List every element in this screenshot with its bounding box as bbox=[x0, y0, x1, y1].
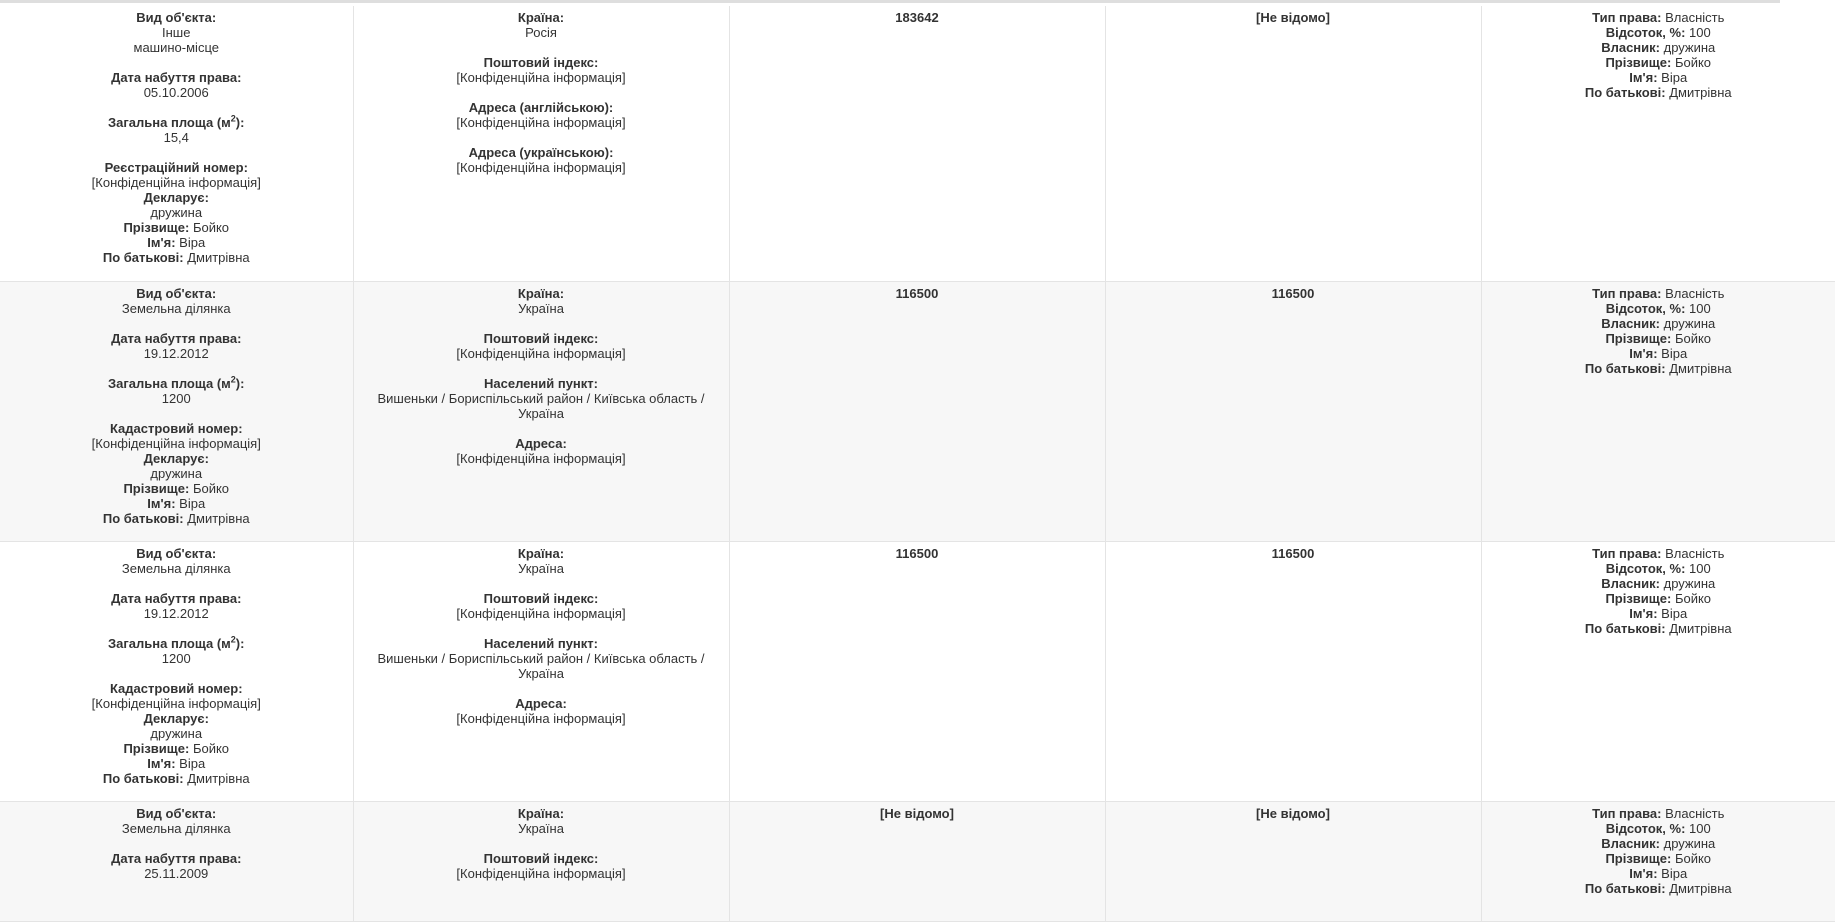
postal-index-value: [Конфіденційна інформація] bbox=[456, 605, 626, 621]
object-type-value: Інше bbox=[162, 25, 191, 40]
owner-surname-line: Прізвище: Бойко bbox=[1605, 590, 1712, 606]
real-estate-table bbox=[0, 6, 1835, 922]
cadastral-number-value: [Конфіденційна інформація] bbox=[91, 435, 261, 451]
owner-line: Власник: дружина bbox=[1601, 835, 1716, 851]
owner-line: Власник: дружина bbox=[1601, 575, 1716, 591]
cadastral-number-label: Кадастровий номер: bbox=[109, 680, 243, 696]
share-line: Відсоток, %: 100 bbox=[1605, 560, 1711, 576]
settlement-value: Вишеньки / Бориспільський район / Київська область / bbox=[377, 390, 705, 406]
object-type-label: Вид об'єкта: bbox=[136, 545, 217, 561]
object-type-value: Земельна ділянка bbox=[121, 820, 231, 836]
country-label: Країна: bbox=[517, 10, 565, 25]
right-type-line: Тип права: Власність bbox=[1592, 285, 1725, 301]
acquired-date-value: 19.12.2012 bbox=[143, 345, 209, 361]
settlement-value: Вишеньки / Бориспільський район / Київська область / bbox=[377, 650, 705, 666]
declarant-label: Декларує: bbox=[143, 450, 209, 466]
cadastral-number-value: [Конфіденційна інформація] bbox=[91, 695, 261, 711]
address-value: [Конфіденційна інформація] bbox=[456, 710, 626, 726]
rights-cell bbox=[1481, 281, 1835, 541]
postal-index-value: [Конфіденційна інформація] bbox=[456, 865, 626, 881]
owner-name-line: Ім'я: Віра bbox=[1629, 605, 1688, 621]
surname-line: Прізвище: Бойко bbox=[123, 480, 230, 496]
object-type-value: Земельна ділянка bbox=[121, 560, 231, 576]
right-type-line: Тип права: Власність bbox=[1592, 10, 1725, 25]
area-value: 1200 bbox=[161, 650, 191, 666]
address-label: Адреса: bbox=[515, 695, 567, 711]
right-type-line: Тип права: Власність bbox=[1592, 805, 1725, 821]
country-value: Україна bbox=[518, 820, 564, 836]
share-line: Відсоток, %: 100 bbox=[1605, 25, 1711, 40]
postal-index-label: Поштовий індекс: bbox=[483, 850, 599, 866]
postal-index-label: Поштовий індекс: bbox=[483, 55, 599, 70]
declarant-label: Декларує: bbox=[143, 190, 209, 205]
acquired-date-value: 19.12.2012 bbox=[143, 605, 209, 621]
acquired-date-label: Дата набуття права: bbox=[111, 70, 242, 85]
postal-index-value: [Конфіденційна інформація] bbox=[456, 345, 626, 361]
settlement-value-country: Україна bbox=[518, 405, 564, 421]
value-cell-1 bbox=[729, 281, 1105, 541]
top-divider-bar bbox=[0, 0, 1780, 3]
settlement-value-country: Україна bbox=[518, 665, 564, 681]
address-label: Адреса: bbox=[515, 435, 567, 451]
object-type-detail: машино-місце bbox=[133, 40, 219, 55]
name-line: Ім'я: Віра bbox=[147, 495, 206, 511]
reg-number-value: [Конфіденційна інформація] bbox=[91, 175, 261, 190]
postal-index-label: Поштовий індекс: bbox=[483, 590, 599, 606]
value-2: 116500 bbox=[1271, 285, 1315, 301]
object-cell bbox=[0, 801, 353, 921]
country-value: Україна bbox=[518, 560, 564, 576]
reg-number-label: Реєстраційний номер: bbox=[104, 160, 248, 175]
address-ua-label: Адреса (українською): bbox=[468, 145, 614, 160]
settlement-label: Населений пункт: bbox=[484, 375, 598, 391]
patronymic-line: По батькові: Дмитрівна bbox=[102, 510, 250, 526]
location-cell bbox=[353, 541, 729, 801]
patronymic-line: По батькові: Дмитрівна bbox=[102, 250, 250, 265]
owner-patronymic-line: По батькові: Дмитрівна bbox=[1584, 880, 1732, 896]
acquired-date-label: Дата набуття права: bbox=[111, 330, 242, 346]
object-type-value: Земельна ділянка bbox=[121, 300, 231, 316]
owner-name-line: Ім'я: Віра bbox=[1629, 70, 1688, 85]
area-label: Загальна площа $(м^2)$: bbox=[108, 634, 245, 651]
name-line: Ім'я: Віра bbox=[147, 755, 206, 771]
table-row bbox=[0, 541, 1835, 801]
country-value: Росія bbox=[525, 25, 557, 40]
object-cell bbox=[0, 541, 353, 801]
acquired-date-value: 25.11.2009 bbox=[144, 865, 209, 881]
location-cell bbox=[353, 801, 729, 921]
value-cell-1 bbox=[729, 541, 1105, 801]
name-line: Ім'я: Віра bbox=[147, 235, 206, 250]
object-cell bbox=[0, 281, 353, 541]
area-value: 1200 bbox=[161, 390, 191, 406]
area-label: Загальна площа $(м^2)$: bbox=[108, 113, 245, 130]
declarant-value: дружина bbox=[150, 205, 203, 220]
value-1: 116500 bbox=[895, 285, 939, 301]
value-cell-1 bbox=[729, 6, 1105, 281]
settlement-label: Населений пункт: bbox=[484, 635, 598, 651]
table-row bbox=[0, 6, 1835, 281]
owner-patronymic-line: По батькові: Дмитрівна bbox=[1584, 85, 1732, 100]
country-label: Країна: bbox=[517, 805, 565, 821]
location-cell bbox=[353, 6, 729, 281]
value-1: 183642 bbox=[895, 10, 939, 25]
address-en-label: Адреса (англійською): bbox=[468, 100, 614, 115]
surname-line: Прізвище: Бойко bbox=[123, 740, 230, 756]
owner-name-line: Ім'я: Віра bbox=[1629, 345, 1688, 361]
value-cell-1 bbox=[729, 801, 1105, 921]
declarant-value: дружина bbox=[150, 465, 203, 481]
right-type-line: Тип права: Власність bbox=[1592, 545, 1725, 561]
object-type-label: Вид об'єкта: bbox=[136, 285, 217, 301]
declarant-value: дружина bbox=[150, 725, 203, 741]
rights-cell bbox=[1481, 541, 1835, 801]
address-value: [Конфіденційна інформація] bbox=[456, 450, 626, 466]
object-cell bbox=[0, 6, 353, 281]
value-2: 116500 bbox=[1271, 545, 1315, 561]
acquired-date-value: 05.10.2006 bbox=[143, 85, 209, 100]
cadastral-number-label: Кадастровий номер: bbox=[109, 420, 243, 436]
value-1: [Не відомо] bbox=[880, 805, 954, 821]
value-cell-2 bbox=[1105, 541, 1481, 801]
value-2: [Не відомо] bbox=[1256, 10, 1330, 25]
address-en-value: [Конфіденційна інформація] bbox=[456, 115, 626, 130]
surname-line: Прізвище: Бойко bbox=[123, 220, 230, 235]
owner-patronymic-line: По батькові: Дмитрівна bbox=[1584, 620, 1732, 636]
address-ua-value: [Конфіденційна інформація] bbox=[456, 160, 626, 175]
owner-line: Власник: дружина bbox=[1601, 315, 1716, 331]
object-type-label: Вид об'єкта: bbox=[136, 805, 217, 821]
owner-patronymic-line: По батькові: Дмитрівна bbox=[1584, 360, 1732, 376]
rights-cell bbox=[1481, 801, 1835, 921]
patronymic-line: По батькові: Дмитрівна bbox=[102, 770, 250, 786]
postal-index-value: [Конфіденційна інформація] bbox=[456, 70, 626, 85]
object-type-label: Вид об'єкта: bbox=[136, 10, 217, 25]
value-1: 116500 bbox=[895, 545, 939, 561]
country-value: Україна bbox=[518, 300, 564, 316]
share-line: Відсоток, %: 100 bbox=[1605, 820, 1711, 836]
value-cell-2 bbox=[1105, 6, 1481, 281]
rights-cell bbox=[1481, 6, 1835, 281]
location-cell bbox=[353, 281, 729, 541]
country-label: Країна: bbox=[517, 285, 565, 301]
value-cell-2 bbox=[1105, 801, 1481, 921]
table-row bbox=[0, 281, 1835, 541]
table-row bbox=[0, 801, 1835, 921]
value-cell-2 bbox=[1105, 281, 1481, 541]
acquired-date-label: Дата набуття права: bbox=[111, 590, 242, 606]
area-label: Загальна площа $(м^2)$: bbox=[108, 374, 245, 391]
country-label: Країна: bbox=[517, 545, 565, 561]
acquired-date-label: Дата набуття права: bbox=[111, 850, 242, 866]
share-line: Відсоток, %: 100 bbox=[1605, 300, 1711, 316]
postal-index-label: Поштовий індекс: bbox=[483, 330, 599, 346]
owner-name-line: Ім'я: Віра bbox=[1629, 865, 1688, 881]
value-2: [Не відомо] bbox=[1256, 805, 1330, 821]
declarant-label: Декларує: bbox=[143, 710, 209, 726]
owner-line: Власник: дружина bbox=[1601, 40, 1716, 55]
owner-surname-line: Прізвище: Бойко bbox=[1605, 55, 1712, 70]
owner-surname-line: Прізвище: Бойко bbox=[1605, 330, 1712, 346]
owner-surname-line: Прізвище: Бойко bbox=[1605, 850, 1712, 866]
area-value: 15,4 bbox=[163, 130, 189, 145]
